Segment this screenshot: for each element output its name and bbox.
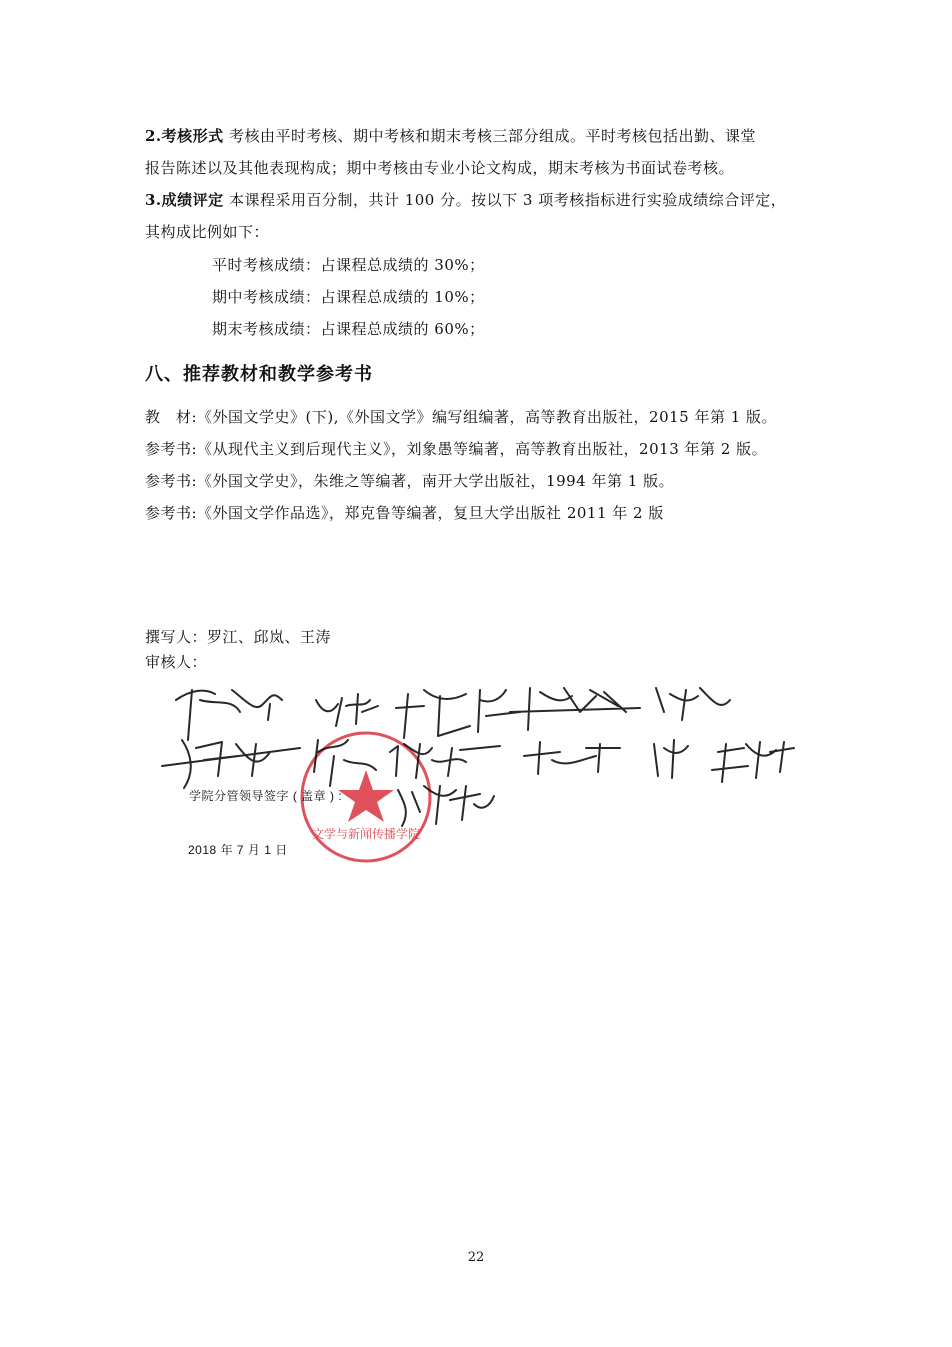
authors-line: 撰写人：罗江、邱岚、王涛 bbox=[145, 628, 332, 646]
signature-10 bbox=[654, 740, 688, 778]
assessment-form-label: 2.考核形式 bbox=[145, 127, 224, 145]
signature-4 bbox=[510, 688, 640, 730]
reviewers-label: 审核人： bbox=[145, 653, 208, 671]
book-reference-3: 参考书:《外国文学作品选》，郑克鲁等编著，复旦大学出版社 2011 年 2 版 bbox=[145, 504, 664, 522]
seal-star bbox=[338, 770, 394, 822]
grading-item-regular: 平时考核成绩：占课程总成绩的 30%； bbox=[212, 256, 485, 274]
seal-text: 文学与新闻传播学院 bbox=[311, 827, 421, 841]
book-reference-1: 参考书:《从现代主义到后现代主义》，刘象愚等编著，高等教育出版社，2013 年第 2 版。 bbox=[145, 440, 768, 458]
page-number: 22 bbox=[467, 1250, 485, 1265]
signature-2 bbox=[316, 694, 378, 726]
grading-line-2: 其构成比例如下： bbox=[145, 223, 270, 241]
grading-item-midterm: 期中考核成绩：占课程总成绩的 10%； bbox=[212, 288, 485, 306]
grading-text-1: 本课程采用百分制，共计 100 分。按以下 3 项考核指标进行实验成绩综合评定， bbox=[228, 191, 787, 209]
signature-3 bbox=[396, 690, 520, 738]
grading-item-final: 期末考核成绩：占课程总成绩的 60%； bbox=[212, 320, 485, 338]
signature-1 bbox=[176, 690, 282, 740]
book-reference-2: 参考书:《外国文学史》，朱维之等编著，南开大学出版社，1994 年第 1 版。 bbox=[145, 472, 675, 490]
assessment-form-line-2: 报告陈述以及其他表现构成；期中考核由专业小论文构成，期末考核为书面试卷考核。 bbox=[145, 159, 735, 177]
leader-signature-label: 学院分管领导签字 ( 盖章 ) : bbox=[189, 789, 343, 803]
signature-date: 2018 年 7 月 1 日 bbox=[188, 843, 288, 857]
signature-9 bbox=[524, 742, 620, 774]
assessment-form-text-1: 考核由平时考核、期中考核和期末考核三部分组成。平时考核包括出勤、课堂 bbox=[228, 127, 756, 145]
grading-label: 3.成绩评定 bbox=[145, 191, 224, 209]
book-textbook: 教 材:《外国文学史》(下),《外国文学》编写组编著，高等教育出版社，2015 年第 1 版。 bbox=[145, 408, 778, 426]
signature-6 bbox=[162, 740, 300, 788]
signature-11 bbox=[712, 742, 794, 782]
leader-signature bbox=[398, 786, 494, 826]
section-heading-textbooks: 八、推荐教材和教学参考书 bbox=[145, 364, 373, 385]
signature-5 bbox=[656, 688, 730, 720]
